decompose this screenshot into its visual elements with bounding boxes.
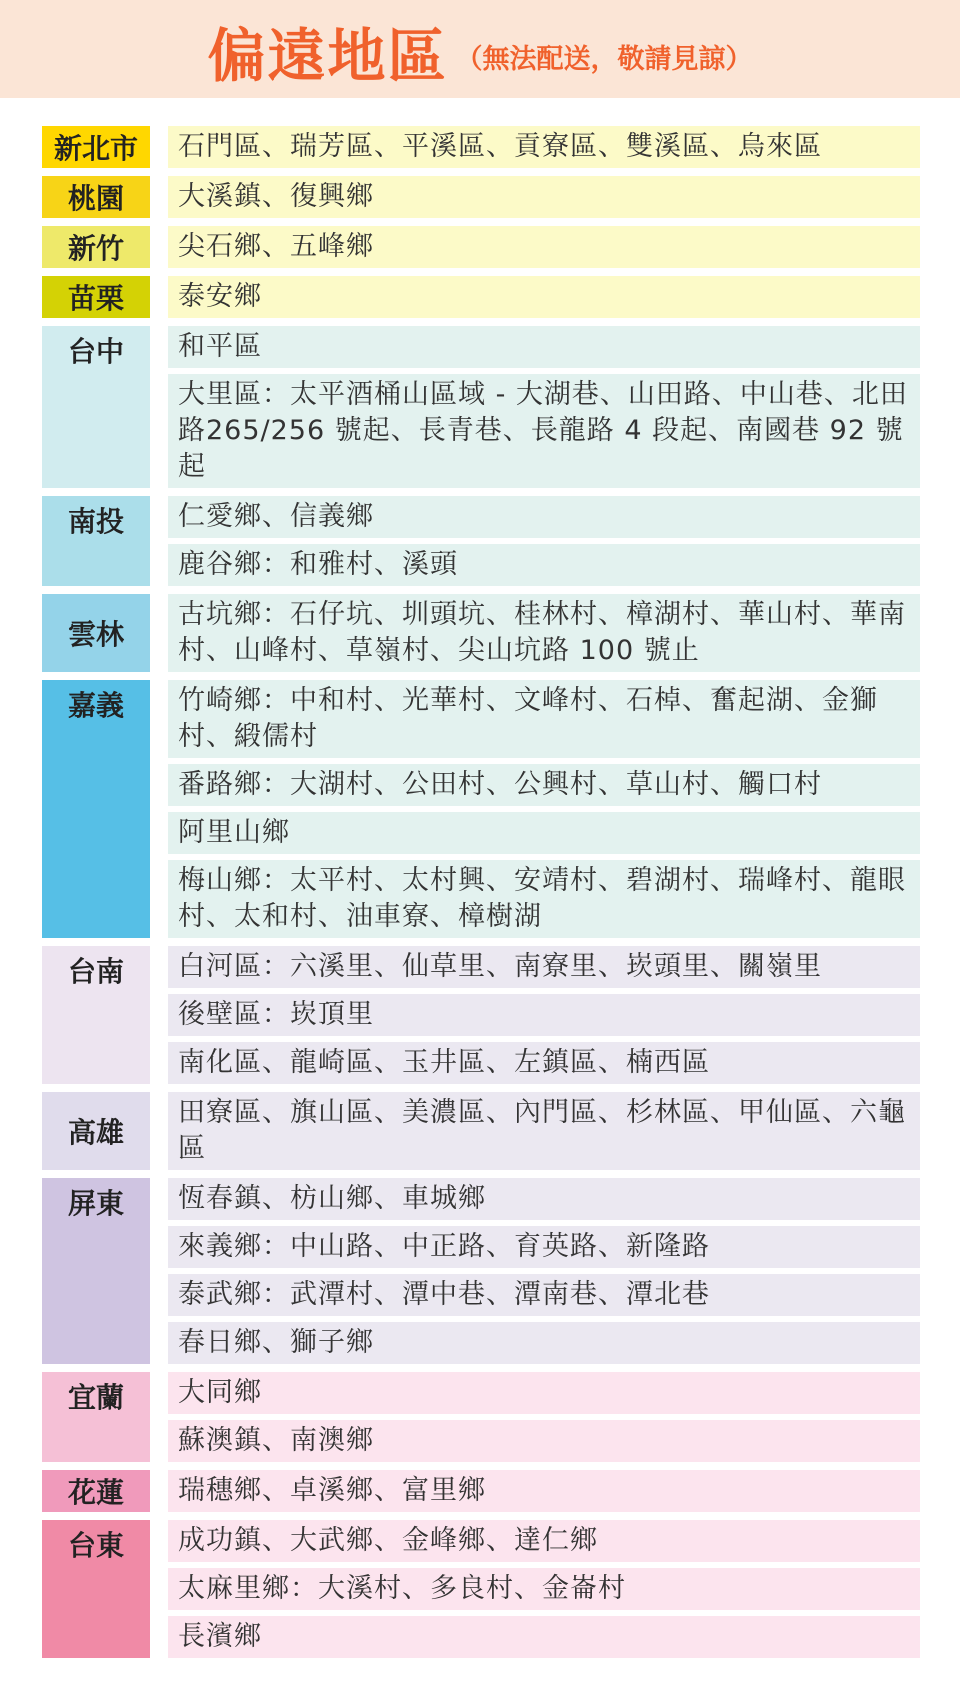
region-group xyxy=(42,680,920,938)
region-label: 台南 xyxy=(42,946,150,1084)
region-items xyxy=(168,946,920,1084)
remote-areas-table xyxy=(42,126,920,1666)
region-group xyxy=(42,276,920,318)
region-item: 泰安鄉 xyxy=(168,276,920,318)
page-subtitle: （無法配送，敬請見諒） xyxy=(455,43,753,75)
region-items xyxy=(168,1178,920,1364)
page-title: 偏遠地區 xyxy=(207,22,448,90)
region-item: 和平區 xyxy=(168,326,920,368)
region-group xyxy=(42,1372,920,1462)
region-label: 花蓮 xyxy=(42,1470,150,1512)
region-item: 梅山鄉：太平村、太村興、安靖村、碧湖村、瑞峰村、龍眼村、太和村、油車寮、樟樹湖 xyxy=(168,860,920,938)
region-group xyxy=(42,1470,920,1512)
region-item: 後壁區：崁頂里 xyxy=(168,994,920,1036)
region-label: 苗栗 xyxy=(42,276,150,318)
region-items xyxy=(168,1092,920,1170)
region-label: 嘉義 xyxy=(42,680,150,938)
region-label: 台中 xyxy=(42,326,150,488)
region-item: 仁愛鄉、信義鄉 xyxy=(168,496,920,538)
region-item: 鹿谷鄉：和雅村、溪頭 xyxy=(168,544,920,586)
region-item: 大同鄉 xyxy=(168,1372,920,1414)
region-item: 阿里山鄉 xyxy=(168,812,920,854)
region-group xyxy=(42,126,920,168)
region-item: 太麻里鄉：大溪村、多良村、金崙村 xyxy=(168,1568,920,1610)
header-banner xyxy=(0,0,960,98)
region-item: 泰武鄉：武潭村、潭中巷、潭南巷、潭北巷 xyxy=(168,1274,920,1316)
region-group xyxy=(42,1520,920,1658)
region-group xyxy=(42,226,920,268)
region-item: 番路鄉：大湖村、公田村、公興村、草山村、觸口村 xyxy=(168,764,920,806)
region-group xyxy=(42,1092,920,1170)
region-items xyxy=(168,226,920,268)
region-label: 桃園 xyxy=(42,176,150,218)
region-label: 新北市 xyxy=(42,126,150,168)
region-item: 大溪鎮、復興鄉 xyxy=(168,176,920,218)
region-label: 屏東 xyxy=(42,1178,150,1364)
region-item: 恆春鎮、枋山鄉、車城鄉 xyxy=(168,1178,920,1220)
region-label: 宜蘭 xyxy=(42,1372,150,1462)
region-item: 田寮區、旗山區、美濃區、內門區、杉林區、甲仙區、六龜區 xyxy=(168,1092,920,1170)
region-items xyxy=(168,496,920,586)
region-group xyxy=(42,326,920,488)
region-label: 高雄 xyxy=(42,1092,150,1170)
region-item: 瑞穗鄉、卓溪鄉、富里鄉 xyxy=(168,1470,920,1512)
region-item: 長濱鄉 xyxy=(168,1616,920,1658)
region-items xyxy=(168,276,920,318)
region-items xyxy=(168,126,920,168)
region-items xyxy=(168,594,920,672)
region-group xyxy=(42,946,920,1084)
region-items xyxy=(168,1470,920,1512)
region-group xyxy=(42,594,920,672)
region-group xyxy=(42,496,920,586)
region-items xyxy=(168,1520,920,1658)
region-items xyxy=(168,1372,920,1462)
region-item: 古坑鄉：石仔坑、圳頭坑、桂林村、樟湖村、華山村、華南村、山峰村、草嶺村、尖山坑路 100 號止 xyxy=(168,594,920,672)
region-item: 石門區、瑞芳區、平溪區、貢寮區、雙溪區、烏來區 xyxy=(168,126,920,168)
region-label: 南投 xyxy=(42,496,150,586)
region-item: 春日鄉、獅子鄉 xyxy=(168,1322,920,1364)
region-item: 大里區：太平酒桶山區域 - 大湖巷、山田路、中山巷、北田路265/256 號起、長青巷、長龍路 4 段起、南國巷 92 號起 xyxy=(168,374,920,488)
region-label: 台東 xyxy=(42,1520,150,1658)
region-item: 尖石鄉、五峰鄉 xyxy=(168,226,920,268)
region-item: 來義鄉：中山路、中正路、育英路、新隆路 xyxy=(168,1226,920,1268)
region-label: 新竹 xyxy=(42,226,150,268)
region-item: 南化區、龍崎區、玉井區、左鎮區、楠西區 xyxy=(168,1042,920,1084)
region-group xyxy=(42,1178,920,1364)
region-label: 雲林 xyxy=(42,594,150,672)
region-group xyxy=(42,176,920,218)
region-item: 白河區：六溪里、仙草里、南寮里、崁頭里、關嶺里 xyxy=(168,946,920,988)
region-item: 竹崎鄉：中和村、光華村、文峰村、石棹、奮起湖、金獅村、緞儒村 xyxy=(168,680,920,758)
region-items xyxy=(168,176,920,218)
region-item: 蘇澳鎮、南澳鄉 xyxy=(168,1420,920,1462)
region-item: 成功鎮、大武鄉、金峰鄉、達仁鄉 xyxy=(168,1520,920,1562)
region-items xyxy=(168,680,920,938)
region-items xyxy=(168,326,920,488)
